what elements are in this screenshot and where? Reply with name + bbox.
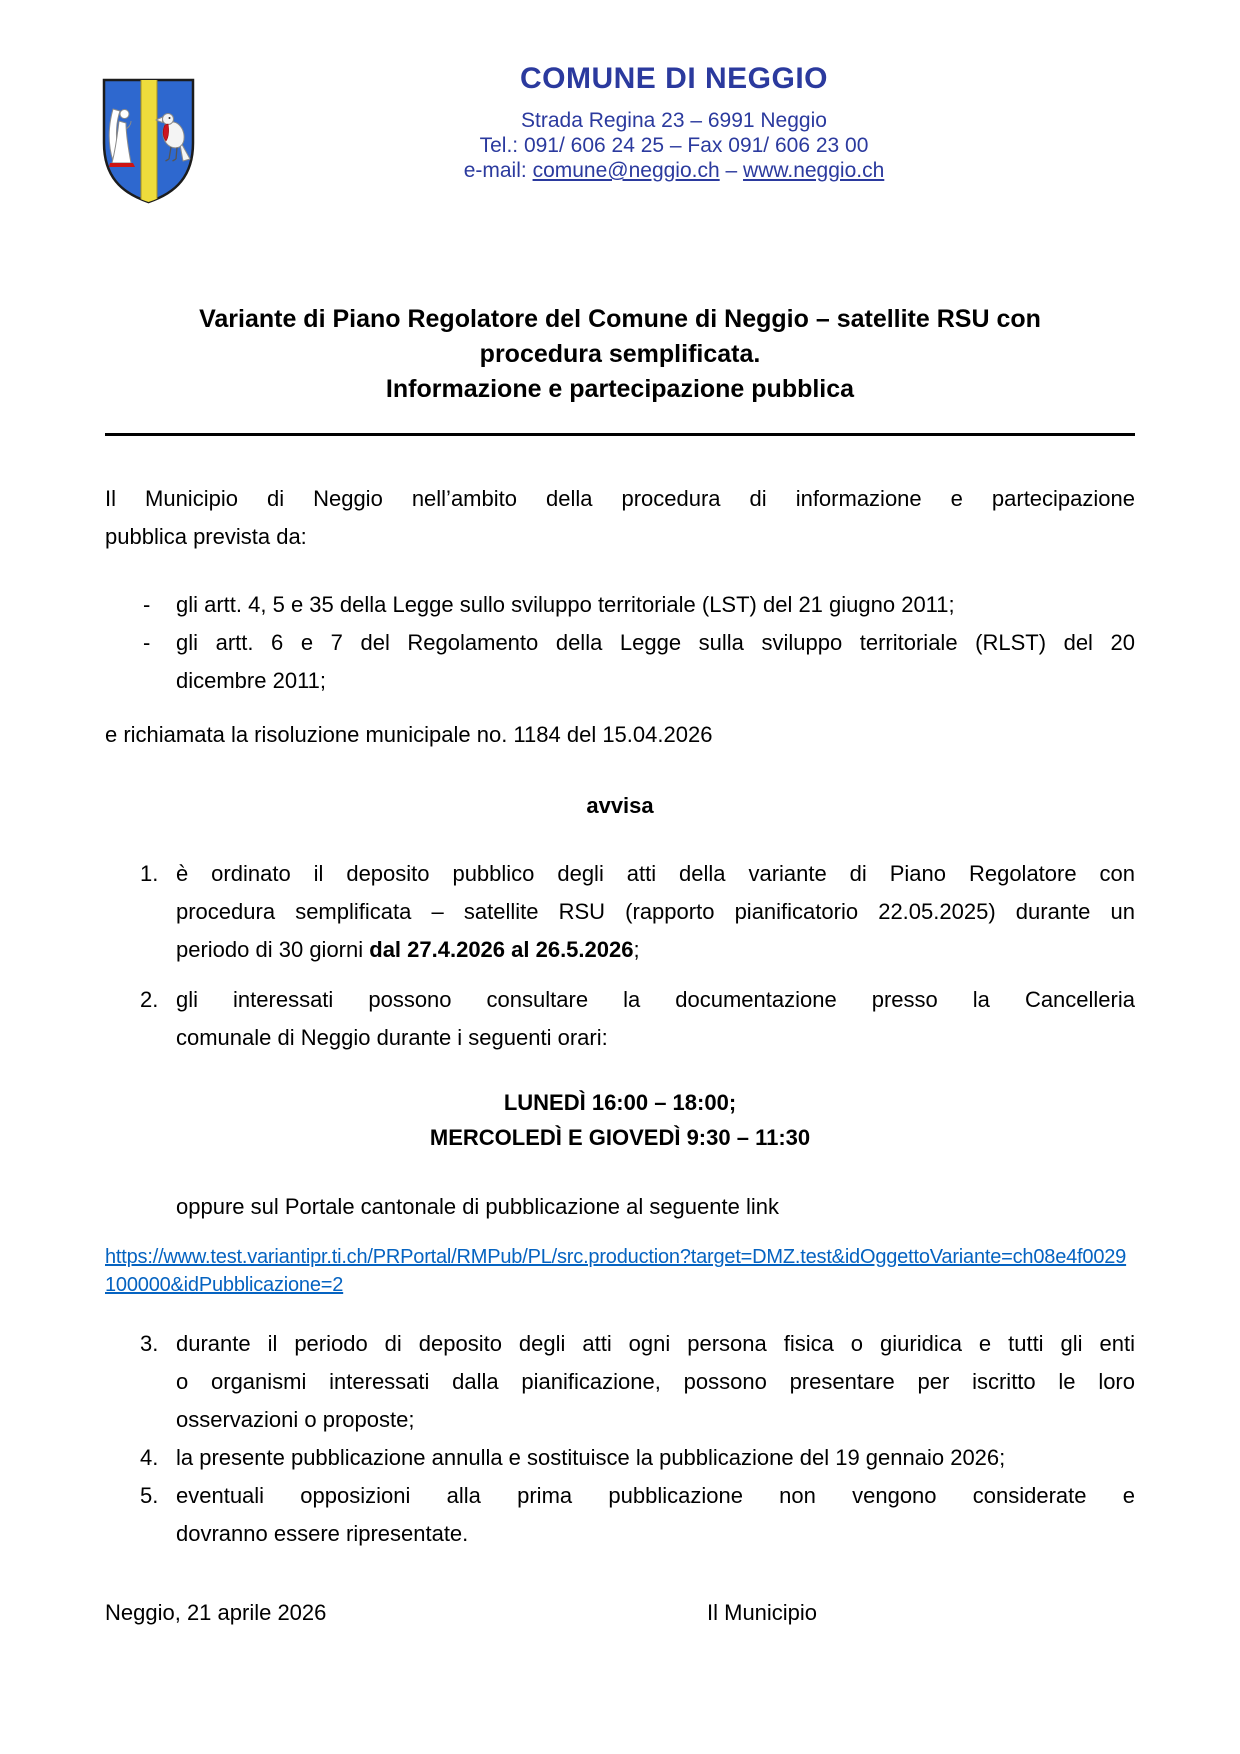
separator-dash: – [719, 159, 744, 182]
office-hours [105, 1085, 1135, 1155]
item-text: osservazioni o proposte; [176, 1407, 415, 1432]
hours-line-2: MERCOLEDÌ E GIOVEDÌ 9:30 – 11:30 [429, 1125, 811, 1150]
list-number: 1. [140, 861, 159, 886]
legal-ref-text: dicembre 2011; [176, 668, 327, 693]
signature: Il Municipio [707, 1600, 818, 1625]
document-title [105, 302, 1135, 407]
bullet-dash: - [143, 630, 151, 655]
item-text: periodo di 30 giorni dal 27.4.2026 al 26.5.2026; [176, 937, 640, 962]
item-text: eventuali opposizioni alla prima pubblicazione non vengono considerate e [176, 1483, 1135, 1508]
phone-fax-line: Tel.: 091/ 606 24 25 – Fax 091/ 606 23 00 [479, 134, 869, 157]
item-text: la presente pubblicazione annulla e sostituisce la pubblicazione del 19 gennaio 2026; [176, 1445, 1006, 1470]
legal-reference-list [105, 586, 1135, 700]
title-line-1: Variante di Piano Regolatore del Comune di Neggio – satellite RSU con [199, 305, 1041, 333]
notice-item-1 [105, 855, 1135, 969]
list-number: 2. [140, 987, 159, 1012]
bullet-dash: - [143, 592, 151, 617]
list-number: 4. [140, 1445, 159, 1470]
item-text: comunale di Neggio durante i seguenti orari: [176, 1025, 608, 1050]
list-number: 5. [140, 1483, 159, 1508]
intro-line: pubblica prevista da: [105, 524, 307, 549]
municipal-coat-of-arms-icon [101, 77, 196, 205]
angel-red-base [109, 163, 135, 167]
title-line-2: procedura semplificata. [479, 340, 761, 368]
item-text: durante il periodo di deposito degli atti ogni persona fisica o giuridica e tutti gli enti [176, 1331, 1135, 1356]
notice-item-4 [105, 1439, 1135, 1477]
item-text: dovranno essere ripresentate. [176, 1521, 469, 1546]
legal-ref-text: gli artt. 4, 5 e 35 della Legge sullo sviluppo territoriale (LST) del 21 giugno 2011; [176, 592, 955, 617]
hours-line-1: LUNEDÌ 16:00 – 18:00; [503, 1090, 737, 1115]
announce-word: avvisa [586, 793, 654, 818]
list-item [105, 586, 1135, 624]
item-text: è ordinato il deposito pubblico degli atti della variante di Piano Regolatore con [176, 861, 1135, 886]
document-footer [105, 1600, 1135, 1626]
municipality-name: COMUNE DI NEGGIO [519, 62, 828, 95]
portal-link-block [105, 1243, 1135, 1299]
bird-eye [169, 117, 171, 119]
item-text: o organismi interessati dalla pianificazione, possono presentare per iscritto le loro [176, 1369, 1135, 1394]
notice-item-2 [105, 981, 1135, 1057]
portal-url-link[interactable]: https://www.test.variantipr.ti.ch/PRPortal/RMPub/PL/src.production?target=DMZ.test&idOggettoVariante=ch08e4f0029100000&idPubblicazione=2 [105, 1246, 1127, 1296]
item-text: gli interessati possono consultare la documentazione presso la Cancelleria [176, 987, 1135, 1012]
resolution-line: e richiamata la risoluzione municipale no. 1184 del 15.04.2026 [105, 722, 713, 747]
intro-line: Il Municipio di Neggio nell’ambito della procedura di informazione e partecipazione [105, 486, 1135, 511]
item-text: procedura semplificata – satellite RSU (rapporto pianificatorio 22.05.2025) durante un [176, 899, 1135, 924]
portal-note: oppure sul Portale cantonale di pubblicazione al seguente link [176, 1194, 779, 1219]
place-and-date: Neggio, 21 aprile 2026 [105, 1600, 327, 1625]
notice-item-5 [105, 1477, 1135, 1553]
legal-ref-text: gli artt. 6 e 7 del Regolamento della Legge sulla sviluppo territoriale (RLST) del 20 [176, 630, 1135, 655]
email-link[interactable]: comune@neggio.ch [532, 159, 720, 182]
letterhead [105, 62, 1135, 184]
list-item [105, 624, 1135, 700]
list-number: 3. [140, 1331, 159, 1356]
website-link[interactable]: www.neggio.ch [743, 159, 885, 182]
deposit-period-dates: dal 27.4.2026 al 26.5.2026 [369, 937, 634, 962]
address-line: Strada Regina 23 – 6991 Neggio [521, 109, 827, 132]
email-web-line [213, 158, 1135, 183]
intro-paragraph [105, 480, 1135, 556]
title-divider [105, 433, 1135, 436]
notice-item-3 [105, 1325, 1135, 1439]
email-label: e-mail: [463, 159, 533, 182]
title-line-3: Informazione e partecipazione pubblica [385, 375, 855, 403]
